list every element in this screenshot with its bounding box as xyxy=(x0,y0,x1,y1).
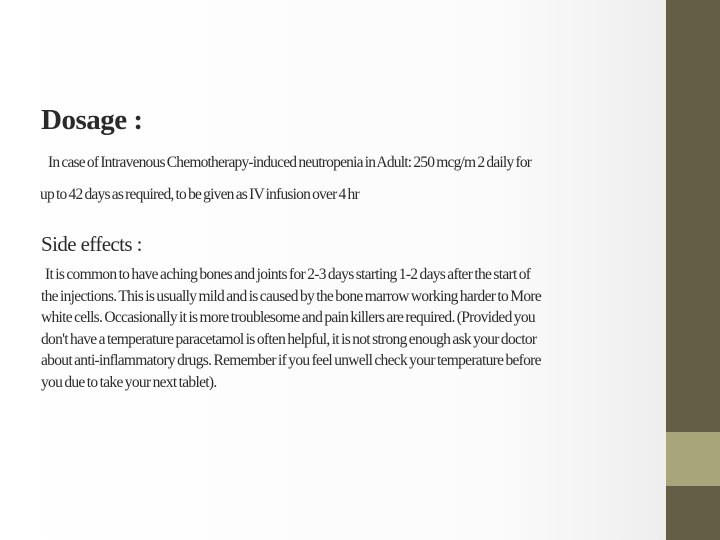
sidebar-dark-block-bottom xyxy=(666,486,720,540)
side-effects-line-5: about anti-inflammatory drugs. Remember if you feel unwell check your temperature before xyxy=(41,352,541,369)
decorative-sidebar xyxy=(666,0,720,540)
side-effects-line-2: the injections. This is usually mild and is caused by the bone marrow working harder to More xyxy=(41,287,542,305)
side-effects-line-1: It is common to have aching bones and joints for 2-3 days starting 1-2 days after the start of xyxy=(45,266,531,283)
dosage-heading: Dosage : xyxy=(41,104,143,136)
side-effects-paragraph xyxy=(41,264,641,393)
side-effects-line-3: white cells. Occasionally it is more troublesome and pain killers are required. (Provided you xyxy=(41,309,535,326)
side-effects-line-6: you due to take your next tablet). xyxy=(41,373,217,391)
sidebar-light-block xyxy=(666,432,720,486)
dosage-line-2: up to 42 days as required, to be given as IV infusion over 4 hr xyxy=(40,186,359,203)
sidebar-dark-block-top xyxy=(666,0,720,432)
side-effects-heading: Side effects : xyxy=(41,232,142,256)
side-effects-line-4: don't have a temperature paracetamol is often helpful, it is not strong enough ask your doctor xyxy=(41,330,537,348)
dosage-line-1: In case of Intravenous Chemotherapy-induced neutropenia in Adult: 250 mcg/m 2 daily for xyxy=(48,154,532,171)
